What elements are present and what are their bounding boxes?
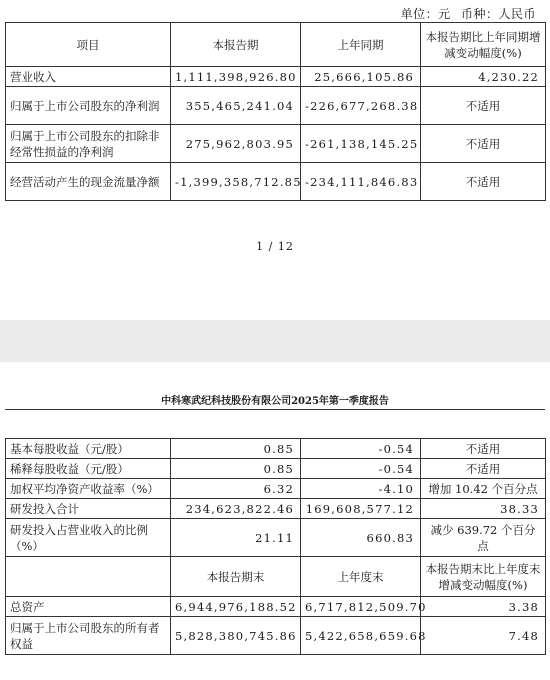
cell-current: 21.11	[171, 519, 301, 557]
cell-change: 不适用	[421, 439, 546, 459]
table-row	[6, 125, 546, 163]
cell-prior: 169,608,577.12	[301, 499, 421, 519]
cell-prior: 660.83	[301, 519, 421, 557]
unit-label: 单位：元	[400, 7, 451, 21]
cell-change: 减少 639.72 个百分点	[421, 519, 546, 557]
row-label: 稀释每股收益（元/股）	[6, 459, 171, 479]
row-label: 总资产	[6, 597, 171, 617]
row-label: 基本每股收益（元/股）	[6, 439, 171, 459]
unit-currency-line	[395, 5, 536, 22]
cell-change: 3.38	[421, 597, 546, 617]
cell-current: 5,828,380,745.86	[171, 617, 301, 655]
row-label: 加权平均净资产收益率（%）	[6, 479, 171, 499]
cell-change: 4,230.22	[421, 67, 546, 87]
cell-prior: 6,717,812,509.70	[301, 597, 421, 617]
table-row	[6, 499, 546, 519]
report-title: 中科寒武纪科技股份有限公司2025年第一季度报告	[161, 396, 389, 407]
table-row	[6, 519, 546, 557]
document-page-2	[0, 362, 550, 680]
financial-indicators-table	[5, 438, 546, 655]
page-number: 1 / 12	[256, 240, 294, 253]
cell-prior: -234,111,846.83	[301, 163, 421, 201]
row-label: 归属于上市公司股东的扣除非经常性损益的净利润	[6, 125, 171, 163]
cell-change: 不适用	[421, 163, 546, 201]
cell-prior: -0.54	[301, 459, 421, 479]
document-page-1	[0, 0, 550, 320]
cell-current: 234,623,822.46	[171, 499, 301, 519]
table-row	[6, 459, 546, 479]
page-gap	[0, 320, 550, 362]
row-label: 归属于上市公司股东的所有者权益	[6, 617, 171, 655]
table-header-row	[6, 23, 546, 67]
table-row	[6, 67, 546, 87]
cell-current: -1,399,358,712.85	[171, 163, 301, 201]
table-row	[6, 617, 546, 655]
row-label: 研发投入合计	[6, 499, 171, 519]
cell-current: 0.85	[171, 439, 301, 459]
table-row	[6, 597, 546, 617]
cell-prior: 25,666,105.86	[301, 67, 421, 87]
table-row	[6, 87, 546, 125]
cell-prior: 5,422,658,659.68	[301, 617, 421, 655]
row-label: 研发投入占营业收入的比例（%）	[6, 519, 171, 557]
header-prior-period: 上年同期	[301, 23, 421, 67]
header-item: 项目	[6, 23, 171, 67]
row-label: 经营活动产生的现金流量净额	[6, 163, 171, 201]
cell-current: 6.32	[171, 479, 301, 499]
table-row	[6, 439, 546, 459]
row-label: 归属于上市公司股东的净利润	[6, 87, 171, 125]
subheader-change-pct: 本报告期末比上年度末增减变动幅度(%)	[421, 557, 546, 597]
header-change-pct: 本报告期比上年同期增减变动幅度(%)	[421, 23, 546, 67]
cell-change: 不适用	[421, 125, 546, 163]
cell-change: 增加 10.42 个百分点	[421, 479, 546, 499]
subheader-prior-year-end: 上年度末	[301, 557, 421, 597]
subheader-blank	[6, 557, 171, 597]
cell-current: 6,944,976,188.52	[171, 597, 301, 617]
cell-prior: -261,138,145.25	[301, 125, 421, 163]
table-row	[6, 479, 546, 499]
row-label: 营业收入	[6, 67, 171, 87]
cell-change: 7.48	[421, 617, 546, 655]
cell-change: 不适用	[421, 459, 546, 479]
header-current-period: 本报告期	[171, 23, 301, 67]
cell-change: 不适用	[421, 87, 546, 125]
currency-label: 币种：人民币	[460, 7, 536, 21]
cell-current: 1,111,398,926.80	[171, 67, 301, 87]
cell-prior: -226,677,268.38	[301, 87, 421, 125]
table-row	[6, 163, 546, 201]
cell-current: 0.85	[171, 459, 301, 479]
cell-prior: -4.10	[301, 479, 421, 499]
cell-change: 38.33	[421, 499, 546, 519]
financial-summary-table	[5, 22, 546, 201]
cell-current: 275,962,803.95	[171, 125, 301, 163]
subheader-period-end: 本报告期末	[171, 557, 301, 597]
cell-prior: -0.54	[301, 439, 421, 459]
cell-current: 355,465,241.04	[171, 87, 301, 125]
title-divider	[5, 409, 545, 410]
table-subheader-row	[6, 557, 546, 597]
